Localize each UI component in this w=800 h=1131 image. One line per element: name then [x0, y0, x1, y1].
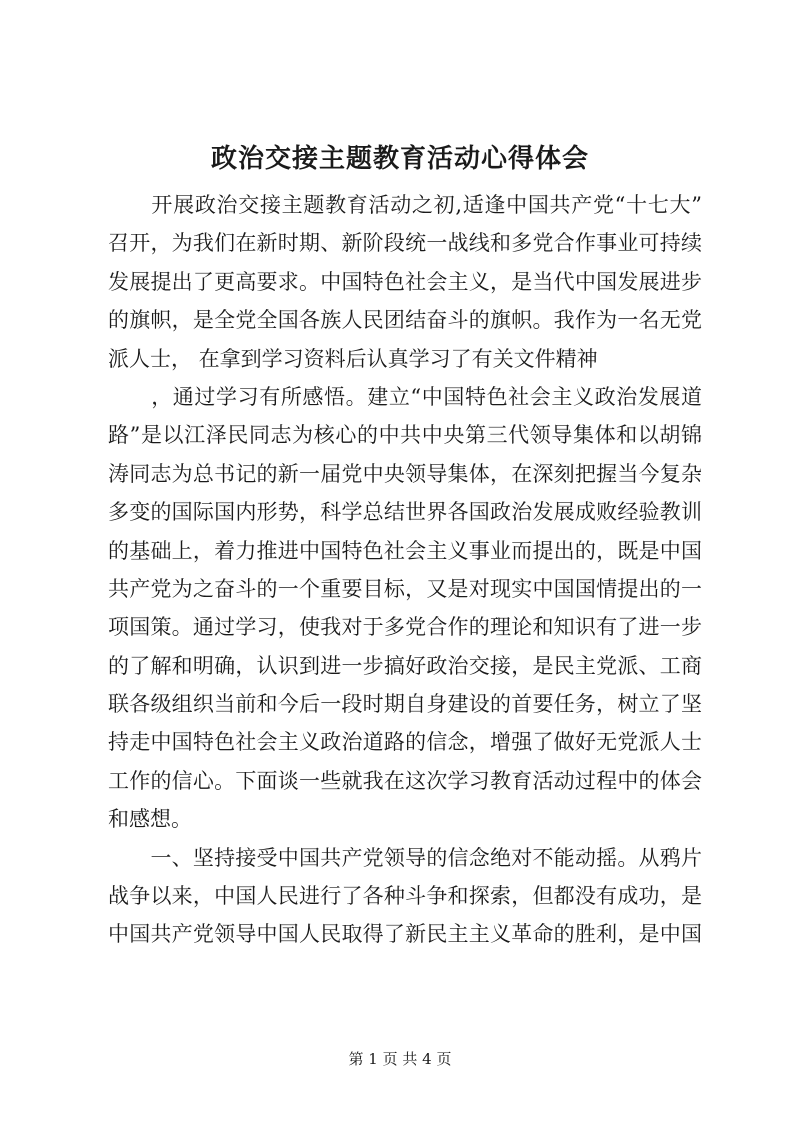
text-line: 多变的国际国内形势，科学总结世界各国政治发展成败经验教训 — [108, 500, 702, 525]
text-line: 持走中国特色社会主义政治道路的信念，增强了做好无党派人士 — [108, 730, 702, 755]
text-line: 一、坚持接受中国共产党领导的信念绝对不能动摇。从鸦片 — [108, 845, 702, 870]
text-line: 涛同志为总书记的新一届党中央领导集体，在深刻把握当今复杂 — [108, 461, 702, 486]
text-line: 开展政治交接主题教育活动之初,适逢中国共产党“十七大” — [108, 193, 702, 217]
text-line: 工作的信心。下面谈一些就我在这次学习教育活动过程中的体会 — [108, 768, 702, 793]
text-line: 的基础上，着力推进中国特色社会主义事业而提出的，既是中国 — [108, 538, 702, 563]
text-line: ，通过学习有所感悟。建立“中国特色社会主义政治发展道 — [108, 384, 702, 409]
text-line: 中国共产党领导中国人民取得了新民主主义革命的胜利，是中国 — [108, 922, 702, 947]
text-line: 的旗帜，是全党全国各族人民团结奋斗的旗帜。我作为一名无党 — [108, 308, 702, 333]
text-line: 路”是以江泽民同志为核心的中共中央第三代领导集体和以胡锦 — [108, 423, 702, 448]
text-line: 召开，为我们在新时期、新阶段统一战线和多党合作事业可持续 — [108, 231, 702, 256]
text-line: 项国策。通过学习，使我对于多党合作的理论和知识有了进一步 — [108, 615, 702, 640]
text-line: 和感想。 — [108, 807, 192, 832]
text-line: 派人士， 在拿到学习资料后认真学习了有关文件精神 — [108, 346, 598, 371]
page-footer: 第 1 页 共 4 页 — [348, 1050, 452, 1068]
text-line: 共产党为之奋斗的一个重要目标，又是对现实中国国情提出的一 — [108, 576, 702, 601]
text-line: 战争以来，中国人民进行了各种斗争和探索，但都没有成功，是 — [108, 884, 702, 909]
page-title: 政治交接主题教育活动心得体会 — [210, 144, 589, 174]
text-line: 联各级组织当前和今后一段时期自身建设的首要任务，树立了坚 — [108, 692, 702, 717]
text-line: 的了解和明确，认识到进一步搞好政治交接，是民主党派、工商 — [108, 653, 702, 678]
text-line: 发展提出了更高要求。中国特色社会主义，是当代中国发展进步 — [108, 269, 702, 294]
body-text — [108, 186, 702, 954]
